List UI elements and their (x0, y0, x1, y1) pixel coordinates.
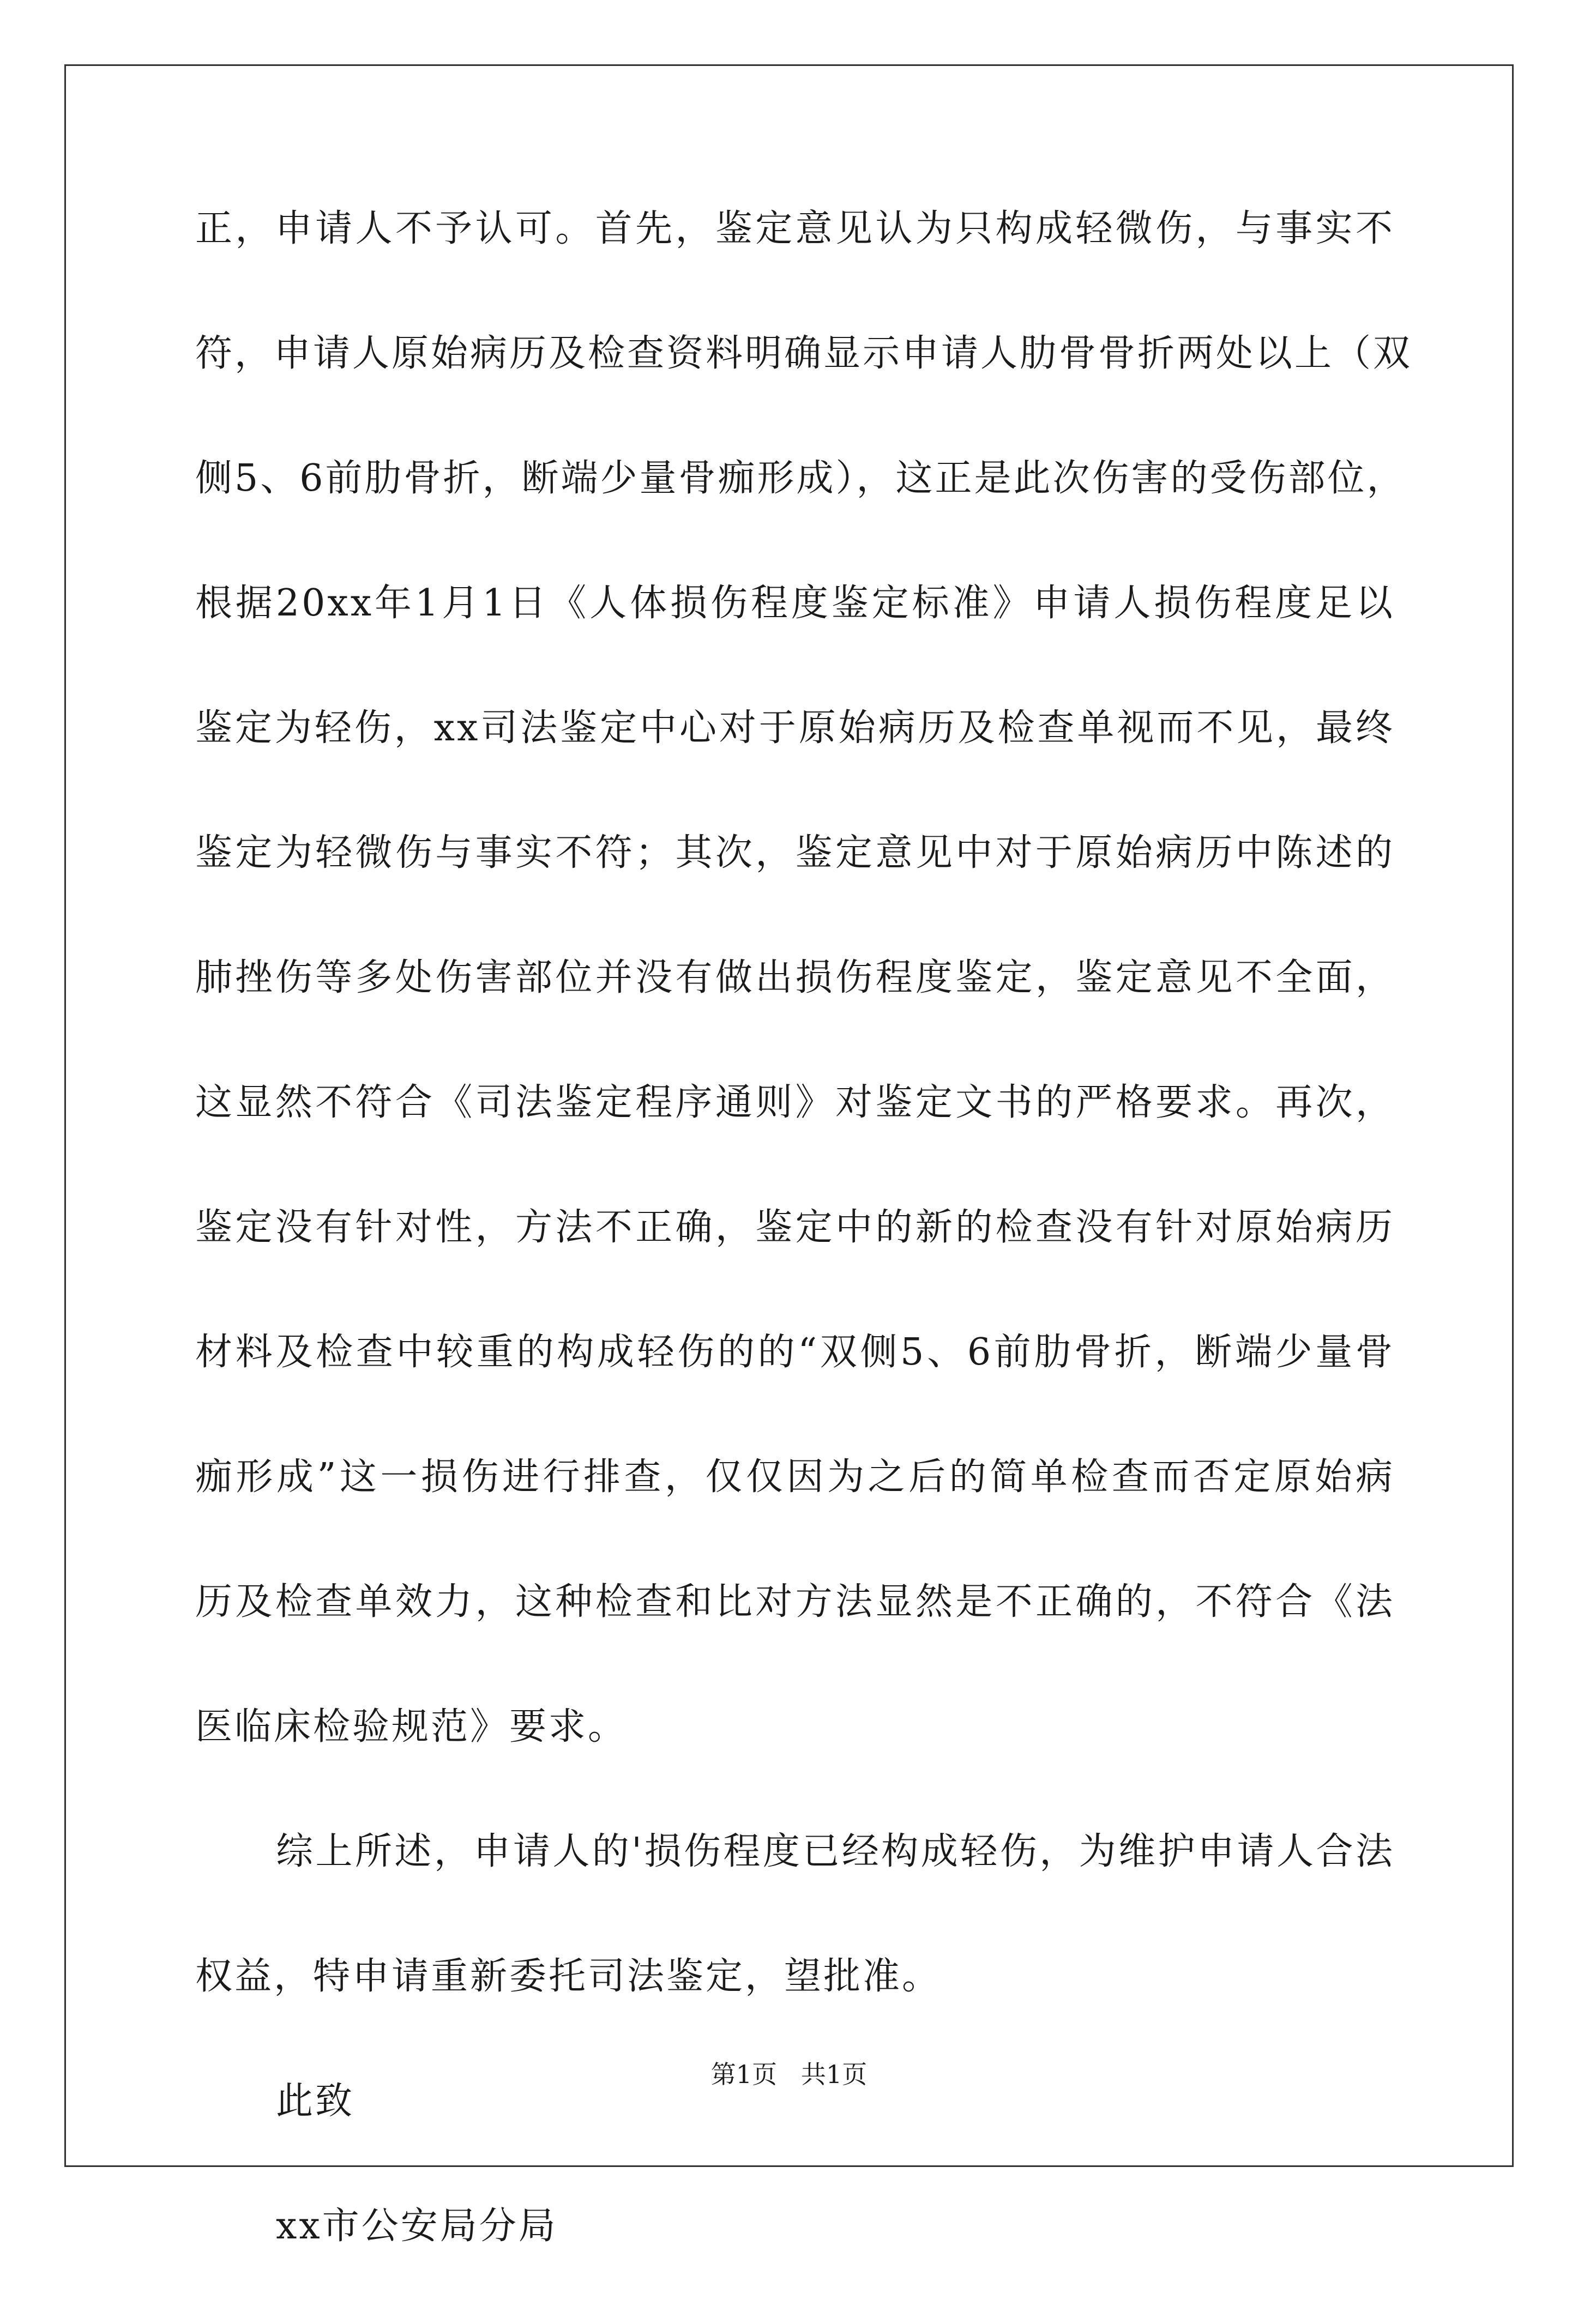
body-line-5: 鉴定为轻伤，xx司法鉴定中心对于原始病历及检查单视而不见，最终 (195, 707, 1395, 750)
body-line-11: 痂形成”这一损伤进行排查，仅仅因为之后的简单检查而否定原始病 (195, 1456, 1395, 1499)
body-line-13: 医临床检验规范》要求。 (195, 1705, 628, 1748)
body-line-3: 侧5、6前肋骨折，断端少量骨痂形成），这正是此次伤害的受伤部位， (195, 457, 1406, 500)
body-line-14: 综上所述，申请人的'损伤程度已经构成轻伤，为维护申请人合法 (276, 1830, 1395, 1873)
body-line-6: 鉴定为轻微伤与事实不符；其次，鉴定意见中对于原始病历中陈述的 (195, 831, 1395, 874)
body-line-15: 权益，特申请重新委托司法鉴定，望批准。 (195, 1955, 942, 1998)
addressee: xx市公安局分局 (276, 2205, 558, 2248)
body-line-2: 符，申请人原始病历及检查资料明确显示申请人肋骨骨折两处以上（双 (195, 332, 1413, 375)
body-line-1: 正，申请人不予认可。首先，鉴定意见认为只构成轻微伤，与事实不 (195, 207, 1395, 250)
body-line-8: 这显然不符合《司法鉴定程序通则》对鉴定文书的严格要求。再次， (195, 1081, 1395, 1124)
page-footer: 第1页 共1页 (710, 2060, 868, 2089)
body-line-4: 根据20xx年1月1日《人体损伤程度鉴定标准》申请人损伤程度足以 (195, 582, 1395, 625)
body-line-7: 肺挫伤等多处伤害部位并没有做出损伤程度鉴定，鉴定意见不全面， (195, 956, 1395, 999)
body-line-10: 材料及检查中较重的构成轻伤的的“双侧5、6前肋骨折，断端少量骨 (195, 1331, 1395, 1374)
document-body (195, 202, 1413, 2324)
body-line-9: 鉴定没有针对性，方法不正确，鉴定中的新的检查没有针对原始病历 (195, 1206, 1395, 1249)
body-line-12: 历及检查单效力，这种检查和比对方法显然是不正确的，不符合《法 (195, 1580, 1395, 1623)
salutation: 此致 (276, 2080, 355, 2123)
